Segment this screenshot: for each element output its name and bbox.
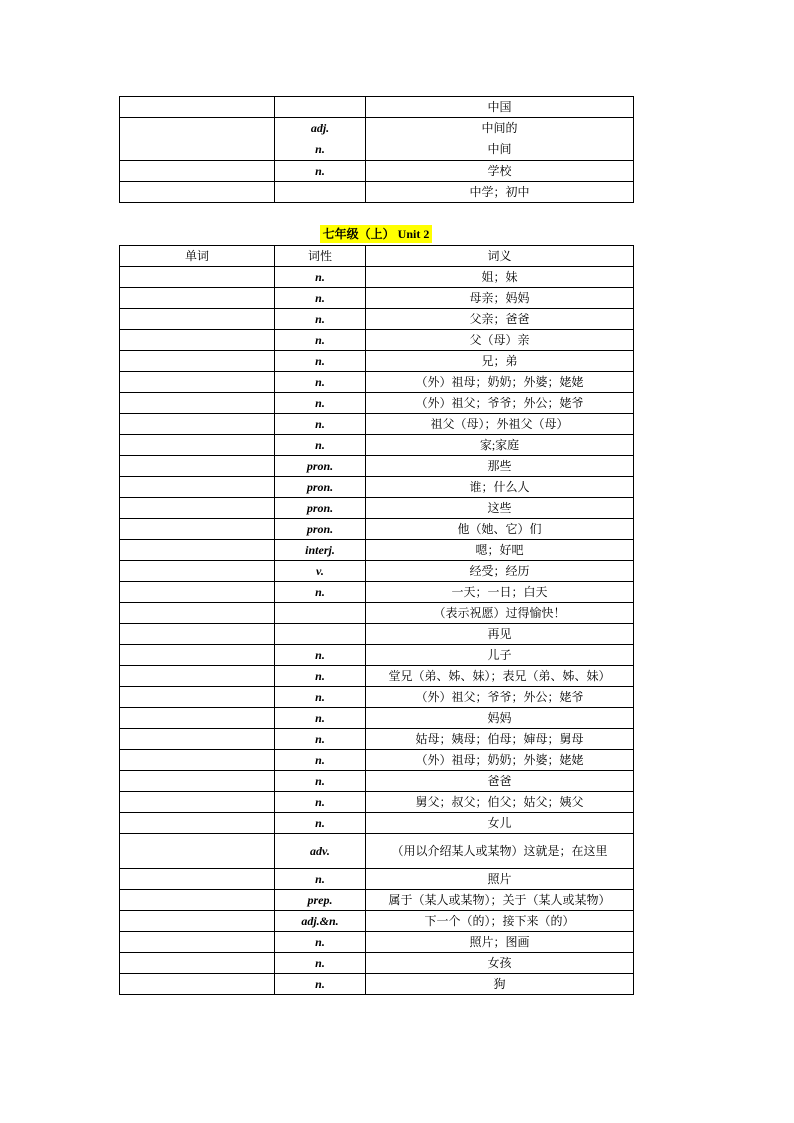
word-cell (120, 890, 275, 911)
pos-cell: n. (275, 414, 366, 435)
meaning-cell: 那些 (366, 456, 634, 477)
word-cell (120, 834, 275, 869)
table-row (120, 414, 634, 435)
pos-cell: n. (275, 393, 366, 414)
meaning-cell: 母亲；妈妈 (366, 288, 634, 309)
word-cell (120, 582, 275, 603)
pos-cell (275, 97, 366, 118)
meaning-cell: 女孩 (366, 953, 634, 974)
pos-cell: n. (275, 435, 366, 456)
table-row (120, 161, 634, 182)
meaning-cell: 姐；妹 (366, 267, 634, 288)
meaning-cell: 中学；初中 (366, 182, 634, 203)
word-cell (120, 330, 275, 351)
table-row (120, 182, 634, 203)
meaning-cell (366, 118, 634, 161)
meaning-line: 中间的 (481, 121, 518, 135)
pos-cell: n. (275, 288, 366, 309)
table-row (120, 330, 634, 351)
pos-cell: pron. (275, 456, 366, 477)
meaning-cell: 妈妈 (366, 708, 634, 729)
pos-cell (275, 603, 366, 624)
pos-cell: n. (275, 330, 366, 351)
meaning-cell: 父（母）亲 (366, 330, 634, 351)
pos-cell: n. (275, 953, 366, 974)
meaning-line: 中间 (487, 142, 512, 156)
pos-cell: n. (275, 869, 366, 890)
word-cell (120, 666, 275, 687)
pos-cell: n. (275, 666, 366, 687)
pos-cell: n. (275, 792, 366, 813)
pos-cell: n. (275, 645, 366, 666)
vocab-table-unit2 (119, 245, 634, 995)
pos-cell: n. (275, 582, 366, 603)
meaning-cell: 再见 (366, 624, 634, 645)
pos-cell: n. (275, 932, 366, 953)
word-cell (120, 750, 275, 771)
table-row (120, 750, 634, 771)
pos-cell: n. (275, 161, 366, 182)
word-cell (120, 372, 275, 393)
vocab-table-unit1-tail (119, 96, 634, 203)
pos-cell: prep. (275, 890, 366, 911)
meaning-cell: （外）祖母；奶奶；外婆；姥姥 (366, 372, 634, 393)
meaning-cell: （表示祝愿）过得愉快！ (366, 603, 634, 624)
word-cell (120, 624, 275, 645)
table-row (120, 666, 634, 687)
header-meaning: 词义 (366, 246, 634, 267)
pos-cell: adj.&n. (275, 911, 366, 932)
table-row (120, 351, 634, 372)
meaning-cell: 舅父；叔父；伯父；姑父；姨父 (366, 792, 634, 813)
word-cell (120, 161, 275, 182)
pos-cell: n. (275, 771, 366, 792)
header-pos: 词性 (275, 246, 366, 267)
table-row (120, 911, 634, 932)
table-row (120, 582, 634, 603)
meaning-cell: （外）祖父；爷爷；外公；姥爷 (366, 393, 634, 414)
meaning-cell: 堂兄（弟、姊、妹）；表兄（弟、姊、妹） (366, 666, 634, 687)
pos-cell: n. (275, 309, 366, 330)
word-cell (120, 351, 275, 372)
pos-cell: pron. (275, 477, 366, 498)
table-row (120, 97, 634, 118)
meaning-cell: 谁；什么人 (366, 477, 634, 498)
meaning-cell: 儿子 (366, 645, 634, 666)
pos-cell (275, 182, 366, 203)
word-cell (120, 498, 275, 519)
word-cell (120, 708, 275, 729)
word-cell (120, 645, 275, 666)
table-row (120, 932, 634, 953)
section-heading-wrap (119, 225, 633, 243)
pos-cell (275, 118, 366, 161)
table-row (120, 561, 634, 582)
pos-cell: n. (275, 750, 366, 771)
meaning-cell: 属于（某人或某物）；关于（某人或某物） (366, 890, 634, 911)
meaning-cell: 学校 (366, 161, 634, 182)
table-row (120, 393, 634, 414)
pos-cell: n. (275, 974, 366, 995)
word-cell (120, 561, 275, 582)
table-row (120, 792, 634, 813)
table-row (120, 267, 634, 288)
table-row (120, 890, 634, 911)
section-heading: 七年级（上） Unit 2 (320, 225, 433, 243)
table-row (120, 519, 634, 540)
word-cell (120, 603, 275, 624)
word-cell (120, 771, 275, 792)
meaning-cell: 祖父（母）；外祖父（母） (366, 414, 634, 435)
word-cell (120, 540, 275, 561)
table-row (120, 869, 634, 890)
meaning-cell: 照片 (366, 869, 634, 890)
pos-cell: n. (275, 729, 366, 750)
table-row (120, 288, 634, 309)
pos-line: n. (315, 142, 325, 156)
word-cell (120, 267, 275, 288)
table-row (120, 477, 634, 498)
table-row (120, 624, 634, 645)
pos-cell: interj. (275, 540, 366, 561)
pos-cell: v. (275, 561, 366, 582)
word-cell (120, 393, 275, 414)
word-cell (120, 687, 275, 708)
table-row (120, 603, 634, 624)
word-cell (120, 456, 275, 477)
word-cell (120, 932, 275, 953)
meaning-cell: 父亲；爸爸 (366, 309, 634, 330)
meaning-cell: 他（她、它）们 (366, 519, 634, 540)
pos-cell: n. (275, 351, 366, 372)
word-cell (120, 118, 275, 161)
table-header-row (120, 246, 634, 267)
pos-cell (275, 624, 366, 645)
word-cell (120, 729, 275, 750)
header-word: 单词 (120, 246, 275, 267)
meaning-cell: 中国 (366, 97, 634, 118)
pos-line: adj. (310, 121, 330, 135)
word-cell (120, 414, 275, 435)
pos-cell: n. (275, 708, 366, 729)
meaning-cell: （外）祖母；奶奶；外婆；姥姥 (366, 750, 634, 771)
table-row (120, 708, 634, 729)
meaning-cell: 照片；图画 (366, 932, 634, 953)
table-row (120, 118, 634, 161)
table-row (120, 687, 634, 708)
table-row (120, 771, 634, 792)
table-row (120, 456, 634, 477)
table-row (120, 729, 634, 750)
table-row (120, 309, 634, 330)
word-cell (120, 309, 275, 330)
word-cell (120, 911, 275, 932)
meaning-cell: 这些 (366, 498, 634, 519)
meaning-cell: 下一个（的）；接下来（的） (366, 911, 634, 932)
pos-cell: pron. (275, 498, 366, 519)
word-cell (120, 435, 275, 456)
pos-cell: adv. (275, 834, 366, 869)
word-cell (120, 813, 275, 834)
table-row (120, 435, 634, 456)
table-row (120, 372, 634, 393)
meaning-cell: 嗯；好吧 (366, 540, 634, 561)
meaning-cell: 爸爸 (366, 771, 634, 792)
vocab-table-body (120, 267, 634, 995)
table-row (120, 813, 634, 834)
table-row (120, 498, 634, 519)
pos-cell: n. (275, 267, 366, 288)
meaning-cell: 狗 (366, 974, 634, 995)
word-cell (120, 869, 275, 890)
meaning-cell: 兄；弟 (366, 351, 634, 372)
table-row (120, 645, 634, 666)
table-row (120, 834, 634, 869)
pos-cell: pron. (275, 519, 366, 540)
meaning-cell: 女儿 (366, 813, 634, 834)
pos-cell: n. (275, 687, 366, 708)
word-cell (120, 519, 275, 540)
meaning-cell: 家;家庭 (366, 435, 634, 456)
meaning-cell: 一天；一日；白天 (366, 582, 634, 603)
word-cell (120, 953, 275, 974)
word-cell (120, 97, 275, 118)
word-cell (120, 288, 275, 309)
meaning-cell: 姑母；姨母；伯母；婶母；舅母 (366, 729, 634, 750)
pos-cell: n. (275, 372, 366, 393)
meaning-cell: （外）祖父；爷爷；外公；姥爷 (366, 687, 634, 708)
table-row (120, 953, 634, 974)
word-cell (120, 477, 275, 498)
pos-cell: n. (275, 813, 366, 834)
table-row (120, 974, 634, 995)
word-cell (120, 182, 275, 203)
word-cell (120, 974, 275, 995)
meaning-cell: （用以介绍某人或某物）这就是；在这里 (366, 834, 634, 869)
table-row (120, 540, 634, 561)
word-cell (120, 792, 275, 813)
meaning-cell: 经受；经历 (366, 561, 634, 582)
